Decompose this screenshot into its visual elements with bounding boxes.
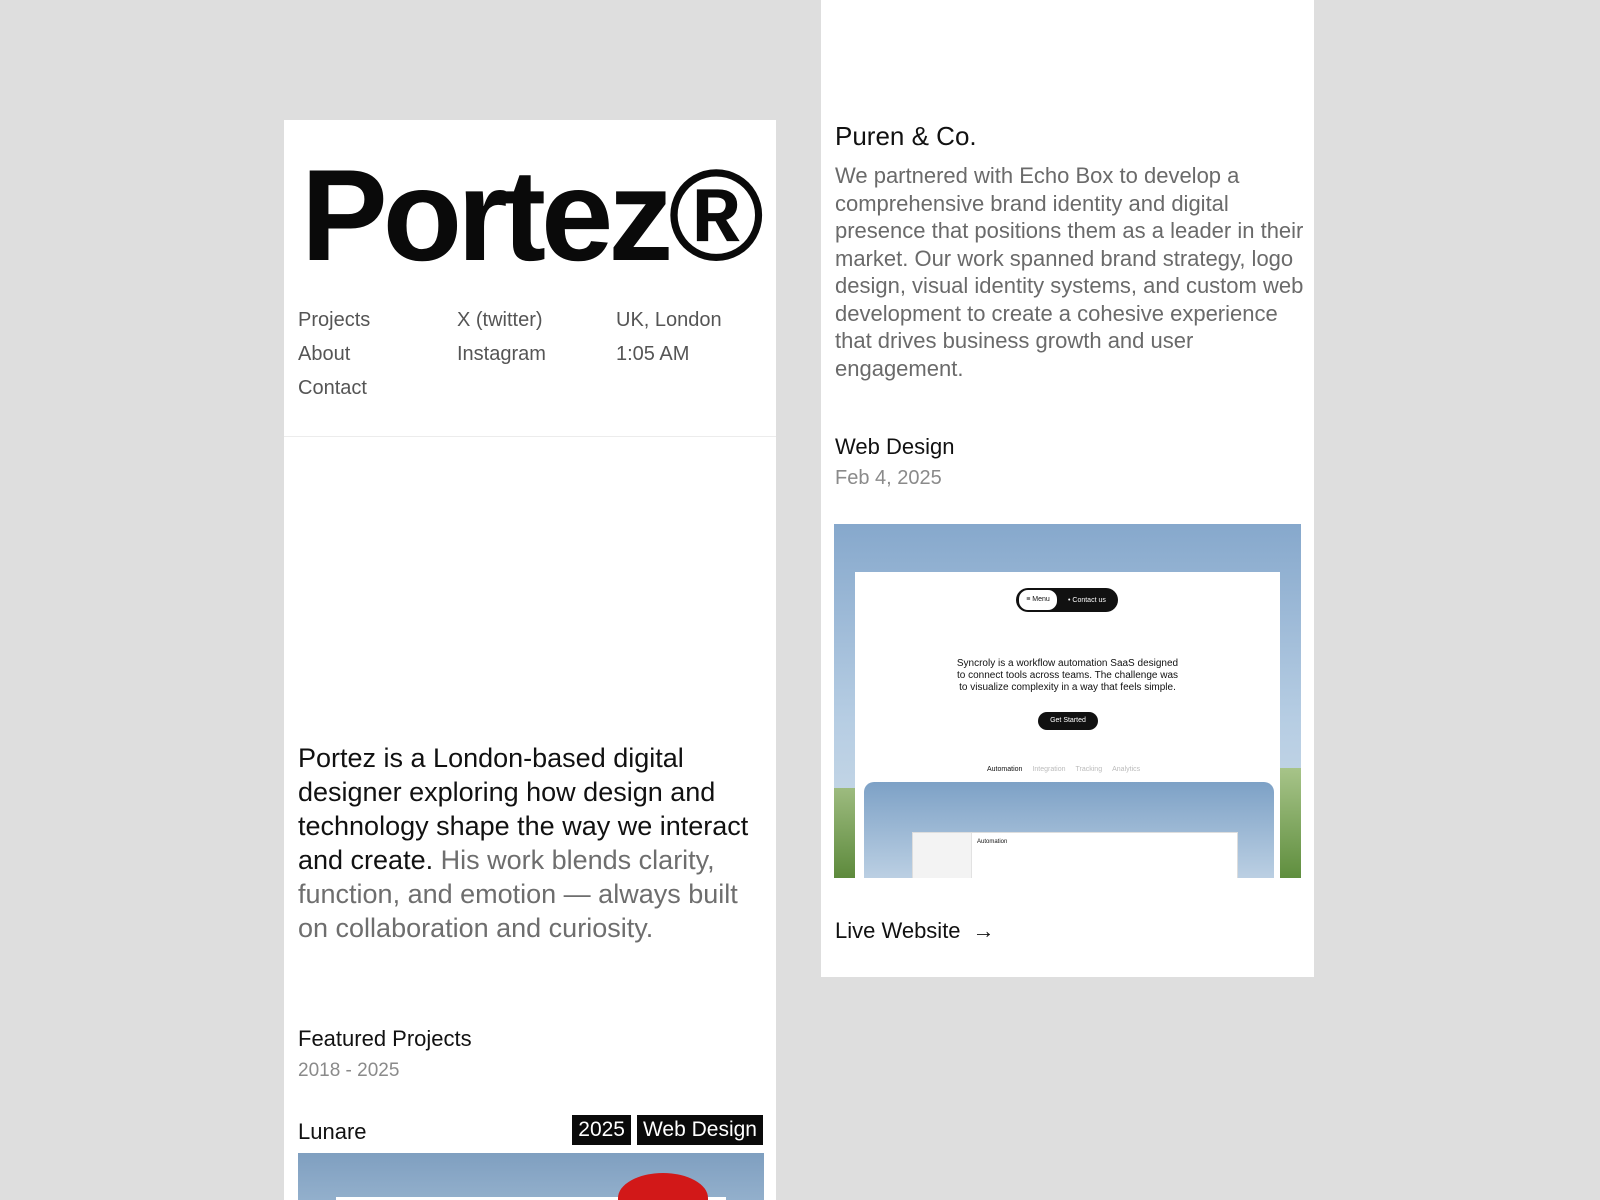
client-name: Puren & Co. (835, 121, 977, 151)
arrow-right-icon: → (972, 918, 995, 943)
mockup-headline: Syncroly is a workflow automation SaaS designed to connect tools across teams. The challenge was to visualize complexity in a way that feels simple. (956, 658, 1179, 693)
intro-lead: Portez is a London-based digital designer exploring how design and technology shape the way we interact and create. (298, 743, 749, 875)
project-detail-panel (821, 0, 1314, 977)
mockup-page (855, 572, 1280, 878)
featured-title: Featured Projects (298, 1026, 472, 1051)
mockup-tab: Analytics (1112, 766, 1141, 773)
nav-about-link[interactable]: About (298, 343, 351, 365)
header-divider (284, 436, 776, 437)
mockup-menu-button: ≡ Menu (1018, 589, 1058, 611)
detail-date: Feb 4, 2025 (835, 467, 942, 489)
grass-right (1277, 768, 1301, 878)
project-thumbnail[interactable] (298, 1153, 764, 1200)
intro-rest: His work blends clarity, function, and emotion — always built on collaboration and curiosity. (298, 845, 738, 943)
mockup-tab: Integration (1032, 766, 1066, 773)
featured-years: 2018 - 2025 (298, 1060, 400, 1081)
project-tags (572, 1115, 763, 1145)
logo[interactable]: Portez® (301, 142, 760, 288)
year-tag: 2025 (572, 1115, 631, 1145)
social-nav (457, 303, 546, 371)
grass-left (834, 788, 856, 878)
nav-contact-link[interactable]: Contact (298, 377, 367, 399)
x-twitter-link[interactable]: X (twitter) (457, 309, 543, 331)
detail-category: Web Design (835, 434, 955, 459)
website-screenshot[interactable] (834, 524, 1301, 878)
mockup-tabs (987, 766, 1140, 773)
primary-nav (298, 303, 370, 405)
mockup-cta-button: Get Started (1038, 712, 1098, 730)
mockup-sidebar (913, 833, 972, 878)
project-name[interactable]: Lunare (298, 1119, 367, 1144)
nav-projects-link[interactable]: Projects (298, 309, 371, 331)
mockup-contact-button: • Contact us (1068, 596, 1106, 604)
thumbnail-red-shape (618, 1173, 708, 1200)
instagram-link[interactable]: Instagram (457, 343, 546, 365)
mockup-tab: Automation (987, 766, 1023, 773)
local-time: 1:05 AM (616, 343, 690, 365)
intro-text (298, 741, 768, 945)
mockup-tab: Tracking (1075, 766, 1103, 773)
home-panel (284, 120, 776, 1200)
category-tag: Web Design (637, 1115, 763, 1145)
mockup-window (912, 832, 1238, 878)
location-text: UK, London (616, 309, 722, 331)
location-info (616, 303, 722, 371)
project-description: We partnered with Echo Box to develop a comprehensive brand identity and digital presence that positions them as a leader in their market. Our work spanned brand strategy, logo design, visual identity systems, and custom web development to create a cohesive experience that drives business growth and user engagement. (835, 163, 1304, 381)
live-website-label: Live Website (835, 918, 961, 943)
mockup-window-label: Automation (977, 839, 1008, 845)
mockup-dashboard-preview (864, 782, 1274, 878)
live-website-link[interactable] (835, 918, 995, 944)
mockup-nav (1016, 588, 1118, 612)
